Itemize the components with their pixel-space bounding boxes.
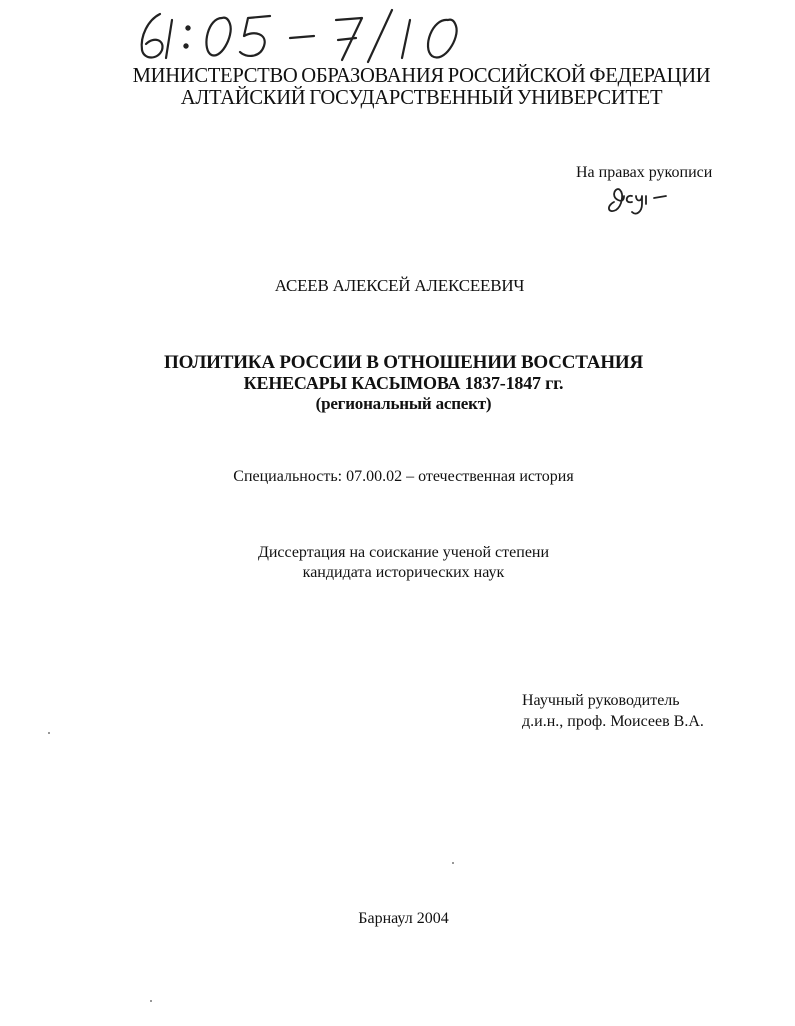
- thesis-title-line-1: ПОЛИТИКА РОССИИ В ОТНОШЕНИИ ВОССТАНИЯ: [163, 352, 643, 373]
- manuscript-rights-note: На правах рукописи: [576, 164, 713, 181]
- thesis-subtitle: (региональный аспект): [315, 394, 492, 413]
- author-name: АСЕЕВ АЛЕКСЕЙ АЛЕКСЕЕВИЧ: [274, 276, 525, 295]
- dissertation-degree-line-1: Диссертация на соискание ученой степени: [257, 544, 550, 561]
- specialty-line: Специальность: 07.00.02 – отечественная история: [233, 468, 574, 485]
- scan-speck: [48, 732, 50, 734]
- ministry-name: МИНИСТЕРСТВО ОБРАЗОВАНИЯ РОССИЙСКОЙ ФЕДЕРАЦИИ: [132, 63, 711, 87]
- scan-speck: [452, 862, 454, 864]
- place-and-year: Барнаул 2004: [358, 910, 449, 927]
- university-name: АЛТАЙСКИЙ ГОСУДАРСТВЕННЫЙ УНИВЕРСИТЕТ: [180, 85, 663, 109]
- handwritten-archive-number: [130, 6, 490, 66]
- scan-speck: [150, 1000, 152, 1002]
- author-signature: [602, 182, 672, 220]
- dissertation-degree-line-2: кандидата исторических наук: [302, 564, 505, 581]
- supervisor-name: д.и.н., проф. Моисеев В.А.: [522, 713, 704, 730]
- supervisor-label: Научный руководитель: [522, 692, 680, 709]
- thesis-title-line-2: КЕНЕСАРЫ КАСЫМОВА 1837-1847 гг.: [243, 373, 564, 393]
